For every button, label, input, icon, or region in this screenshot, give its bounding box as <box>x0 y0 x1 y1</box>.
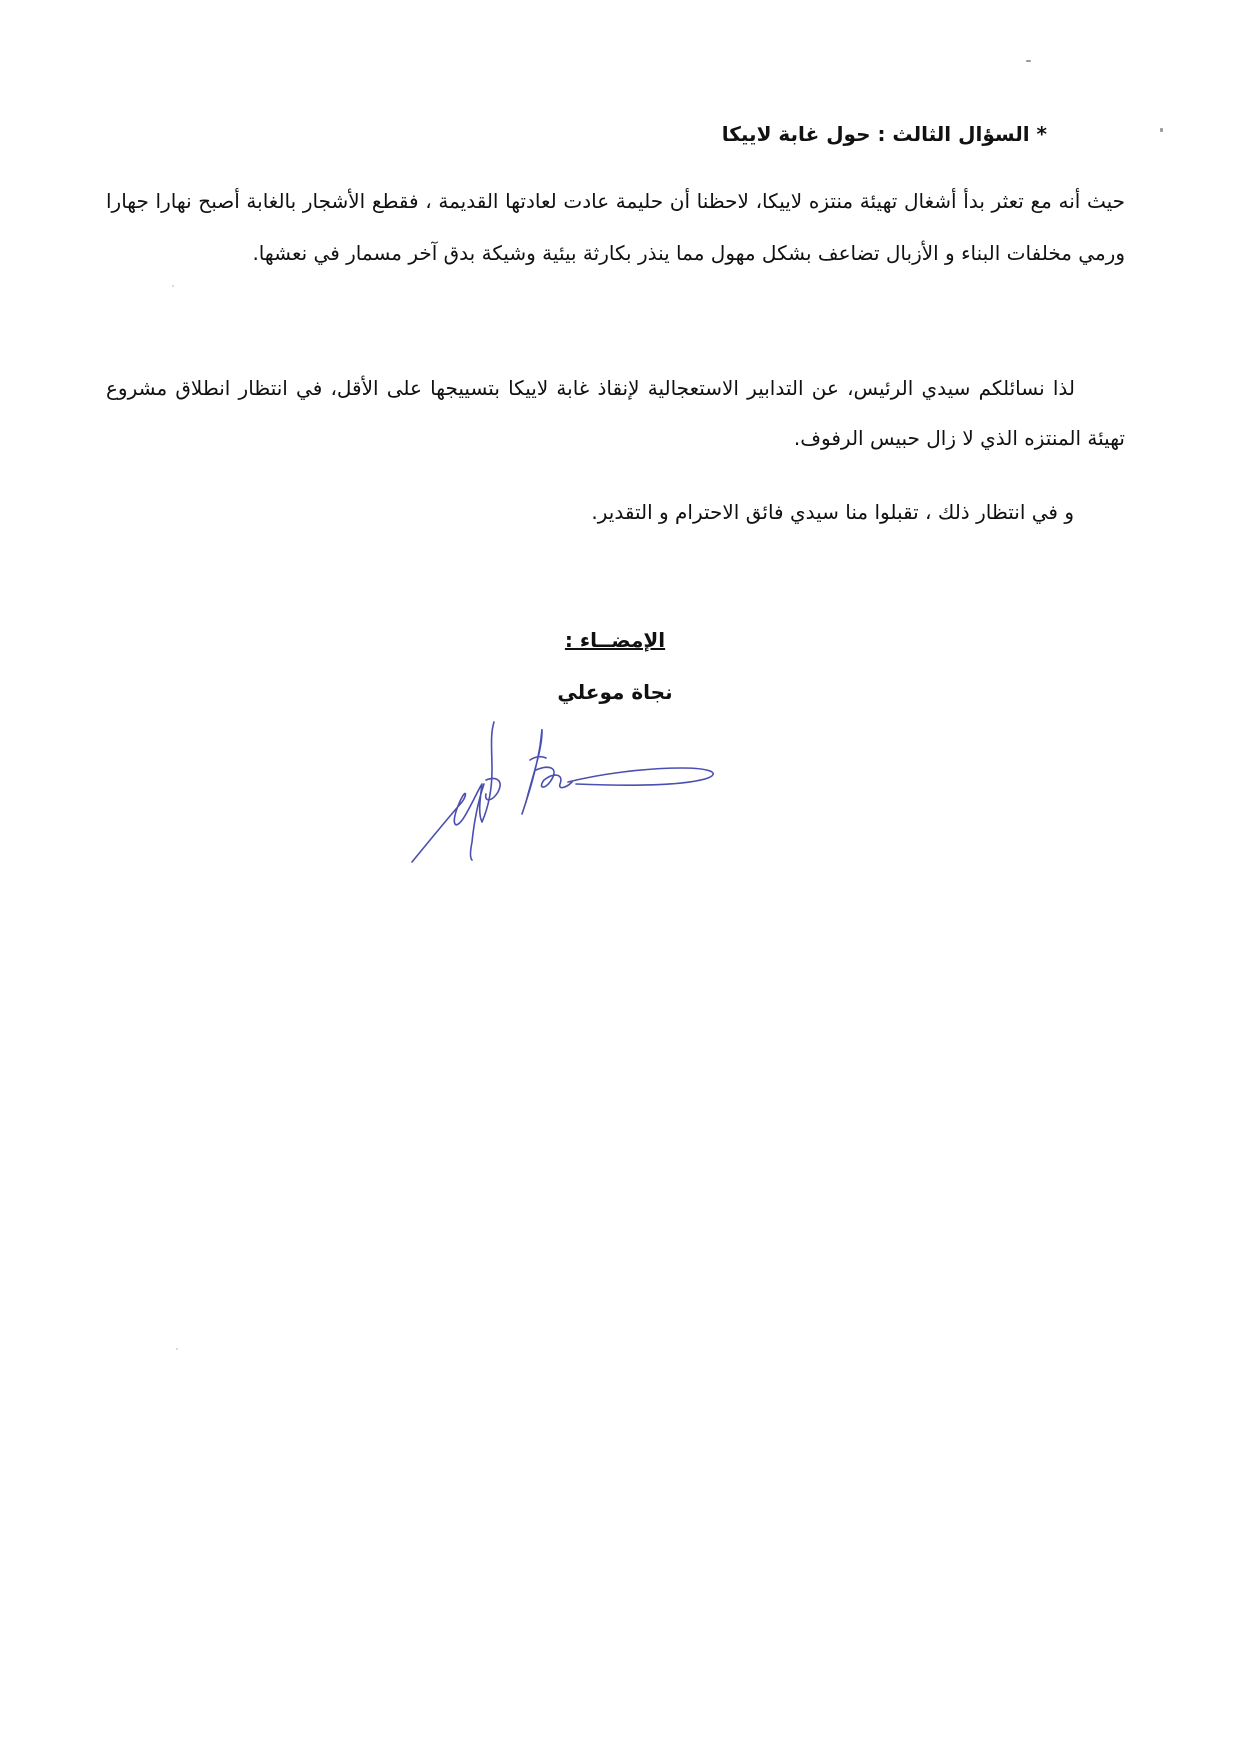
scan-speck <box>1160 128 1163 132</box>
paragraph-forest-situation: حيث أنه مع تعثر بدأ أشغال تهيئة منتزه لاييكا، لاحظنا أن حليمة عادت لعادتها القديمة ، فقطع الأشجار بالغابة أصبح نهارا جهارا ورمي مخلفات البناء و الأزبال تضاعف بشكل مهول مما ينذر بكارثة بيئية وشيكة بدق آخر مسمار في نعشها. <box>106 189 1125 265</box>
paragraph-request: لذا نسائلكم سيدي الرئيس، عن التدابير الاستعجالية لإنقاذ غابة لاييكا بتسييجها على الأقل، في انتظار انطلاق مشروع تهيئة المنتزه الذي لا زال حبيس الرفوف. <box>106 376 1125 450</box>
closing-line: و في انتظار ذلك ، تقبلوا منا سيدي فائق الاحترام و التقدير. <box>591 500 1074 524</box>
question-heading: * السؤال الثالث : حول غابة لاييكا <box>721 122 1047 146</box>
scan-speck <box>172 285 174 287</box>
signature-label: الإمضــاء : <box>564 628 666 652</box>
handwritten-signature <box>400 710 740 870</box>
scan-speck <box>176 1348 178 1350</box>
signatory-name: نجاة موعلي <box>557 680 673 704</box>
scan-speck <box>1026 60 1031 62</box>
